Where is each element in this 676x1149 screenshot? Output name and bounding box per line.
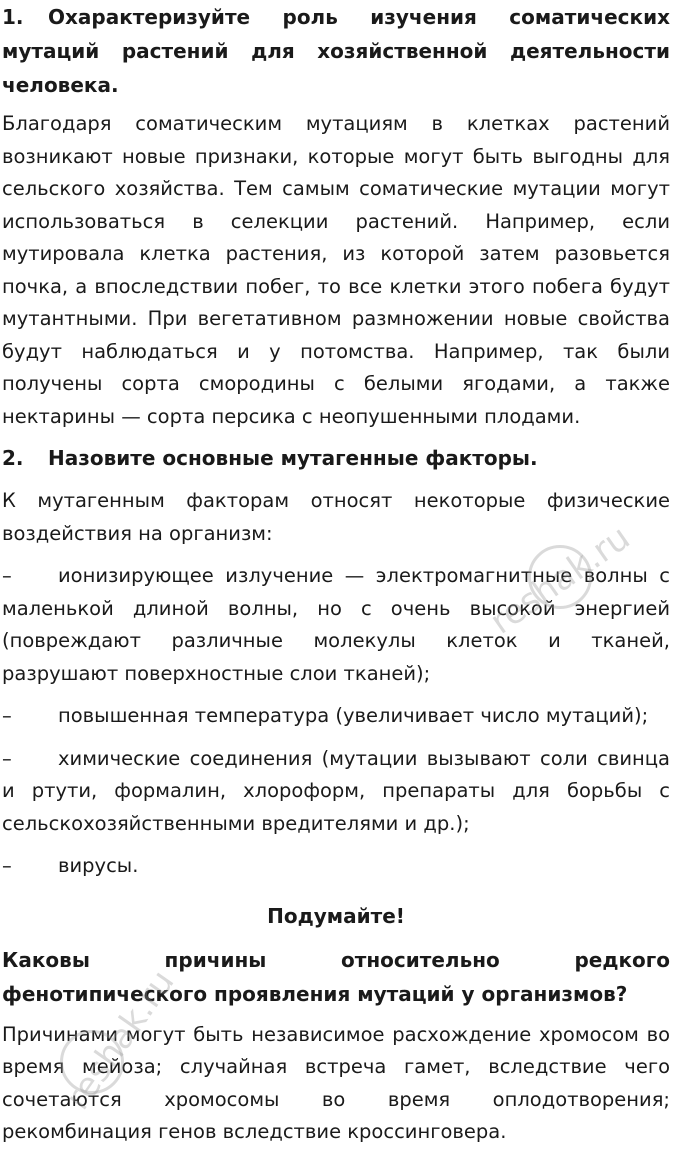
think-answer: Причинами могут быть независимое расхождение хромосом во время мейоза; случайная встреча гамет, вследствие чего сочетаются хромосомы во время оплодотворения; рекомбинация генов вследствие кроссинговера. <box>2 1022 670 1143</box>
question-2-heading <box>2 441 670 475</box>
watermark-circle <box>528 545 592 609</box>
think-title: Подумайте! <box>267 903 405 928</box>
question-2-number: 2. <box>2 446 24 470</box>
list-dash: – <box>2 854 12 877</box>
question-1-number: 1. <box>2 5 24 29</box>
list-item <box>2 850 670 883</box>
question-1-text: Охарактеризуйте роль изучения соматических мутаций растений для хозяйственной деятельности человека. <box>2 5 670 97</box>
question-2-intro: К мутагенным факторам относят некоторые физические воздействия на организм: <box>2 489 670 545</box>
list-item <box>2 700 670 733</box>
list-dash: – <box>2 746 12 770</box>
watermark-text: reshak.ru <box>483 517 638 643</box>
think-heading: Каковы причины относительно редкого фенотипического проявления мутаций у организмов? <box>2 947 670 1006</box>
list-item-text: повышенная температура (увеличивает число мутаций); <box>58 704 649 727</box>
list-item-text: вирусы. <box>58 854 139 877</box>
question-2-text: Назовите основные мутагенные факторы. <box>48 446 538 470</box>
watermark-circle <box>60 1030 124 1094</box>
list-item <box>2 743 670 841</box>
list-item-text: химические соединения (мутации вызывают соли свинца и ртути, формалин, хлороформ, препараты для борьбы с сельскохозяйственными вредителями и др.); <box>2 746 670 835</box>
watermark-text: reshak.ru <box>57 962 183 1118</box>
list-dash: – <box>2 564 12 587</box>
question-1-answer: Благодаря соматическим мутациям в клетках растений возникают новые признаки, которые могут быть выгодны для сельского хозяйства. Тем самым соматические мутации могут использоваться в селекции растений. Например, если мутировала клетка растения, из которой затем разовьется почка, а впоследствии побег, то все клетки этого побега будут мутантными. При вегетативном размножении новые свойства будут наблюдаться и у потомства. Например, так были получены сорта смородины с белыми ягодами, а также нектарины — сорта персика с неопушенными плодами. <box>2 112 670 428</box>
list-item-text: ионизирующее излучение — электромагнитные волны с маленькой длиной волны, но с очень высокой энергией (повреждают различные молекулы клеток и тканей, разрушают поверхностные слои тканей); <box>2 564 670 685</box>
question-1-heading <box>2 0 670 102</box>
list-dash: – <box>2 704 12 727</box>
